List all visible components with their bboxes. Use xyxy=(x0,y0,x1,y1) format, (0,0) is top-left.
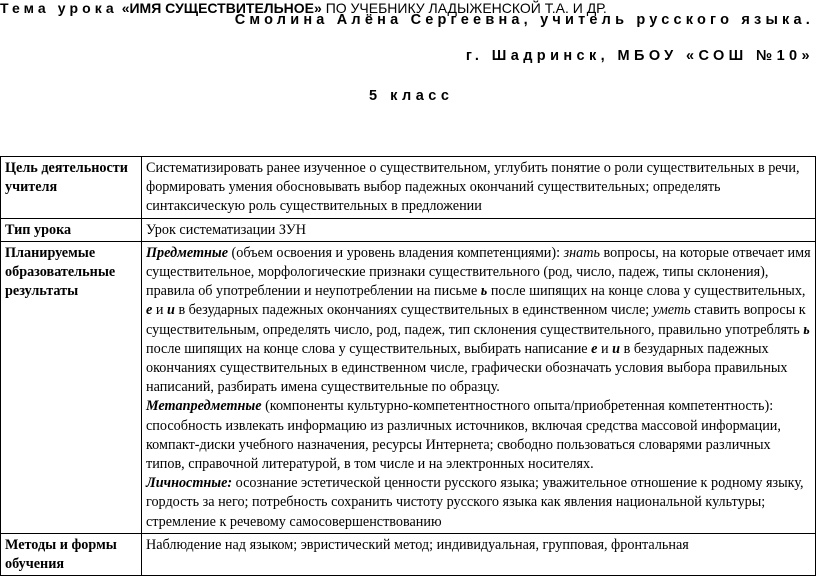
personal-results-text: осознание эстетической ценности русского языка; уважительное отношение к родному языку, гордость за него; потребность сохранить чистоту русского языка как явления национальной культуры; стремление к речевому самосовершенствованию xyxy=(146,475,804,530)
subject-text-g: в безударных падежных окончаниях существительных в единственном числе, графически обозначать условия выбора правильных написаний, разбирать имена существительные по образцу. xyxy=(146,340,788,396)
can-word: уметь xyxy=(652,302,691,319)
subject-text-c: после шипящих на конце слова у существительных, xyxy=(487,283,806,300)
letter-i: и xyxy=(167,302,175,319)
results-text xyxy=(142,241,816,533)
methods-text: Наблюдение над языком; эвристический метод; индивидуальная, групповая, фронтальная xyxy=(142,533,816,575)
meta-results-label: Метапредметные xyxy=(146,398,262,415)
table-row-methods xyxy=(1,533,816,575)
conjunction: и xyxy=(152,302,167,319)
soft-sign-letter: ь xyxy=(480,283,488,300)
school-line: г. Шадринск, МБОУ «СОШ №10» xyxy=(465,48,814,64)
goal-text: Систематизировать ранее изученное о существительном, углубить понятие о роли существительных в речи, формировать умения обосновывать выбор падежных окончаний существительных; определять синтаксическую роль существительных в предложении xyxy=(142,157,816,219)
subject-results-label: Предметные xyxy=(146,244,228,261)
subject-text-d: в безударных падежных окончаниях существительных в единственном числе; xyxy=(174,302,653,319)
type-text: Урок систематизации ЗУН xyxy=(142,218,816,241)
know-word: знать xyxy=(563,244,600,261)
author-line: Смолина Алёна Сергеевна, учитель русского языка. xyxy=(234,12,814,28)
lesson-plan-table xyxy=(0,156,816,576)
methods-label: Методы и формы обучения xyxy=(1,533,142,575)
subject-text-b: вопросы, на которые отвечает имя существительное, морфологические признаки существительного (род, число, падеж, типы склонения), правила об употреблении и неупотреблении на письме xyxy=(146,244,811,300)
letter-e: е xyxy=(591,340,598,357)
personal-results-label: Личностные: xyxy=(146,475,233,492)
soft-sign-letter: ь xyxy=(803,321,810,338)
topic-prefix: Тема урока xyxy=(0,0,118,16)
topic-suffix: ПО УЧЕБНИКУ ЛАДЫЖЕНСКОЙ Т.А. И ДР. xyxy=(325,0,607,16)
table-row-results xyxy=(1,241,816,533)
subject-text-a: (объем освоения и уровень владения компетенциями): xyxy=(228,244,564,261)
conjunction: и xyxy=(597,340,613,357)
meta-results-text: (компоненты культурно-компетентностного опыта/приобретенная компетентность): способность извлекать информацию из различных источников, включая средства массовой информации, компакт-диски учебного назначения, ресурсы Интернета; свободно пользоваться словарями различных типов, справочной литературой, в том числе и на электронных носителях. xyxy=(146,398,781,473)
letter-e: е xyxy=(146,302,153,319)
grade-line: 5 класс xyxy=(369,88,454,104)
table-row-goal xyxy=(1,157,816,219)
subject-text-f: после шипящих на конце слова у существительных, выбирать написание xyxy=(146,340,592,357)
subject-text-e: ставить вопросы к существительным, определять число, род, падеж, тип склонения существительного, правильно употреблять xyxy=(146,302,806,338)
topic-title: «ИМЯ СУЩЕСТВИТЕЛЬНОЕ» xyxy=(121,0,322,16)
type-label: Тип урока xyxy=(1,218,142,241)
goal-label: Цель деятельности учителя xyxy=(1,157,142,219)
table-row-type xyxy=(1,218,816,241)
letter-i: и xyxy=(612,340,621,357)
results-label: Планируемые образовательные результаты xyxy=(1,241,142,533)
